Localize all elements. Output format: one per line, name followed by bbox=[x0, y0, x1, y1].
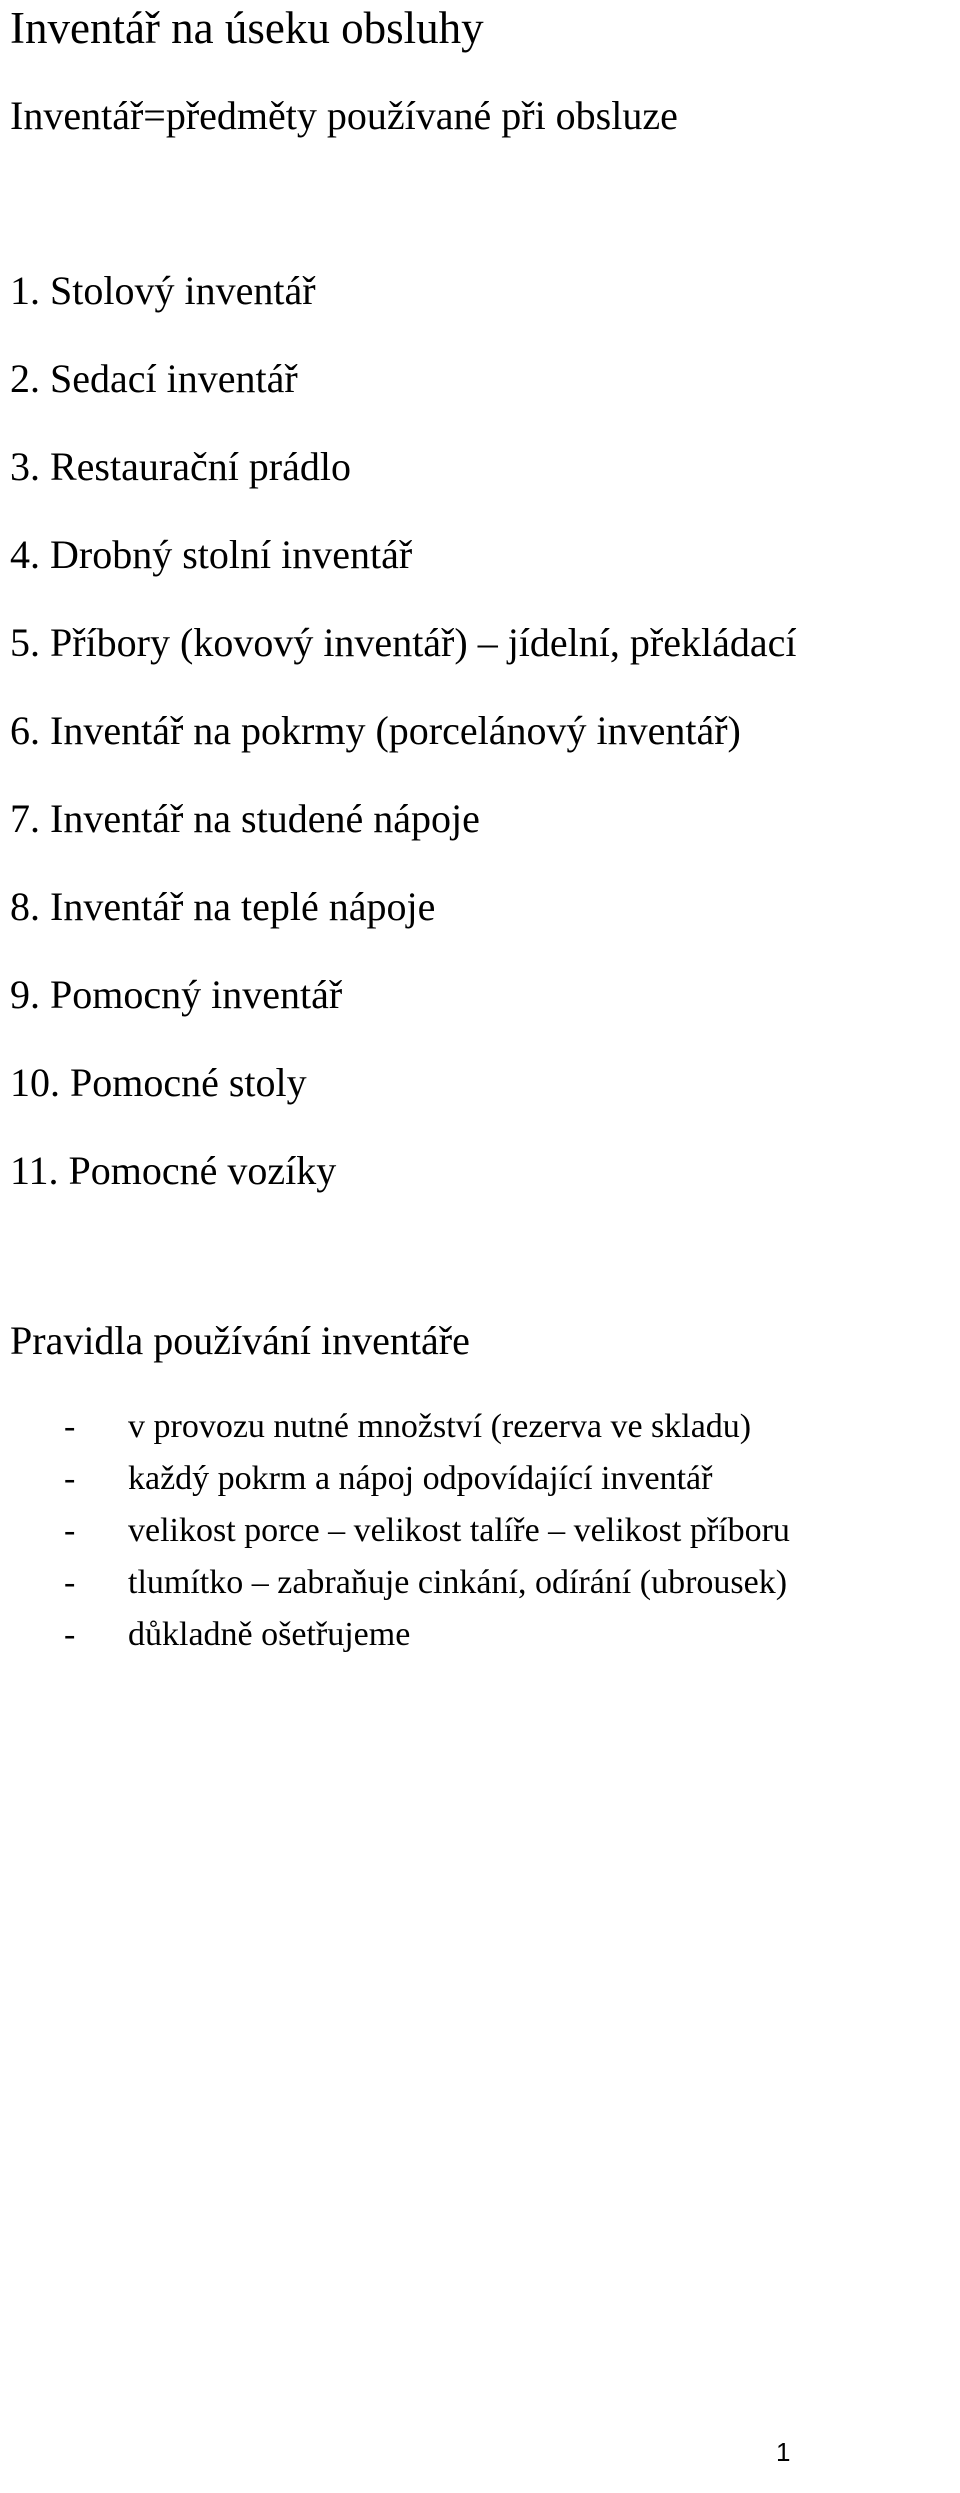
list-item-text: Inventář na pokrmy (porcelánový inventář) bbox=[50, 708, 741, 753]
list-number: 9. bbox=[10, 972, 40, 1017]
inventory-list-item bbox=[10, 1145, 796, 1233]
document-title: Inventář na úseku obsluhy bbox=[10, 3, 484, 53]
rules-heading: Pravidla používání inventáře bbox=[10, 1318, 470, 1363]
list-item-text: Pomocné stoly bbox=[70, 1060, 307, 1105]
dash-marker: - bbox=[64, 1460, 76, 1497]
list-number: 6. bbox=[10, 708, 40, 753]
list-number: 2. bbox=[10, 356, 40, 401]
list-item-text: Drobný stolní inventář bbox=[50, 532, 413, 577]
dash-marker: - bbox=[64, 1616, 76, 1653]
dash-marker: - bbox=[64, 1564, 76, 1601]
rule-text: velikost porce – velikost talíře – velikost příboru bbox=[128, 1512, 790, 1549]
inventory-list-item bbox=[10, 265, 796, 353]
list-item-text: Pomocný inventář bbox=[50, 972, 343, 1017]
list-number: 7. bbox=[10, 796, 40, 841]
inventory-list-item bbox=[10, 1057, 796, 1145]
inventory-definition: Inventář=předměty používané při obsluze bbox=[10, 93, 678, 138]
list-number: 10. bbox=[10, 1060, 60, 1105]
inventory-list-item bbox=[10, 353, 796, 441]
inventory-list-item bbox=[10, 705, 796, 793]
inventory-list-item bbox=[10, 617, 796, 705]
list-number: 3. bbox=[10, 444, 40, 489]
list-item-text: Restaurační prádlo bbox=[50, 444, 351, 489]
list-number: 8. bbox=[10, 884, 40, 929]
list-number: 11. bbox=[10, 1148, 59, 1193]
rule-text: důkladně ošetřujeme bbox=[128, 1616, 411, 1653]
page-number: 1 bbox=[776, 2437, 791, 2467]
list-number: 1. bbox=[10, 268, 40, 313]
inventory-list bbox=[10, 265, 796, 1233]
rule-text: tlumítko – zabraňuje cinkání, odírání (ubrousek) bbox=[128, 1564, 788, 1601]
list-item-text: Pomocné vozíky bbox=[68, 1148, 337, 1193]
inventory-list-item bbox=[10, 529, 796, 617]
list-item-text: Inventář na studené nápoje bbox=[50, 796, 480, 841]
list-item-text: Sedací inventář bbox=[50, 356, 298, 401]
list-item-text: Příbory (kovový inventář) – jídelní, překládací bbox=[50, 620, 797, 665]
list-item-text: Inventář na teplé nápoje bbox=[50, 884, 436, 929]
inventory-list-item bbox=[10, 881, 796, 969]
inventory-list-item bbox=[10, 441, 796, 529]
rule-text: v provozu nutné množství (rezerva ve skladu) bbox=[128, 1408, 752, 1445]
inventory-list-item bbox=[10, 793, 796, 881]
rule-text: každý pokrm a nápoj odpovídající inventář bbox=[128, 1460, 713, 1497]
list-number: 4. bbox=[10, 532, 40, 577]
inventory-list-item bbox=[10, 969, 796, 1057]
dash-marker: - bbox=[64, 1512, 76, 1549]
dash-marker: - bbox=[64, 1408, 76, 1445]
list-number: 5. bbox=[10, 620, 40, 665]
list-item-text: Stolový inventář bbox=[50, 268, 316, 313]
